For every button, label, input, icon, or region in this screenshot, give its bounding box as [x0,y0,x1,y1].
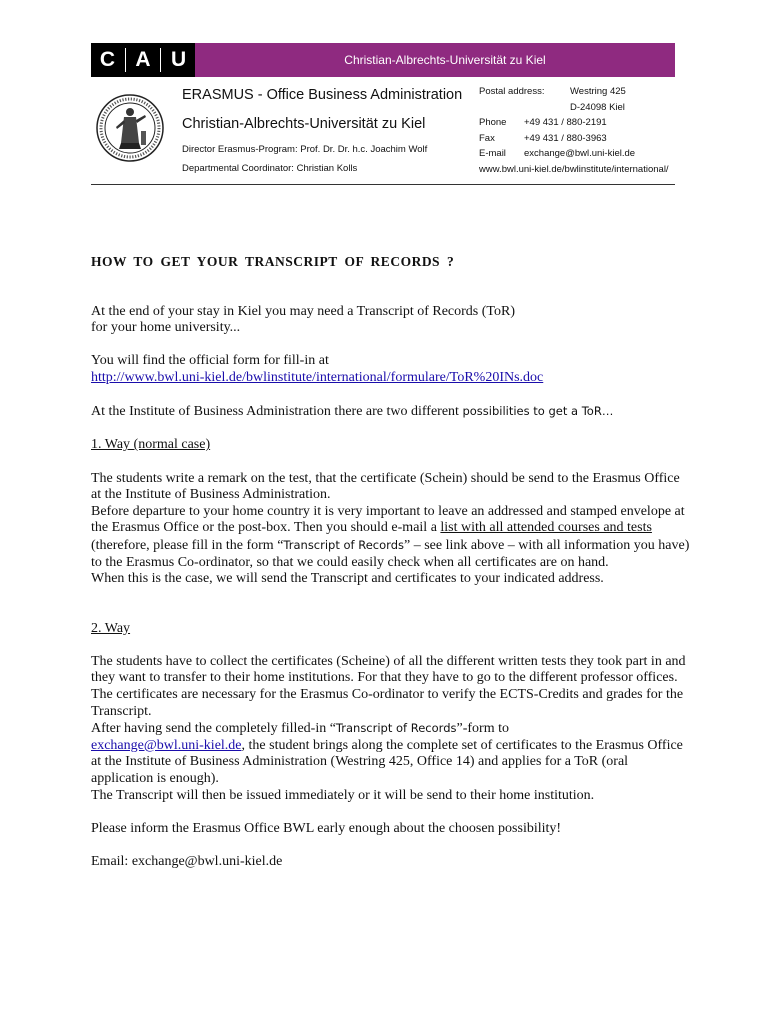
brand-bar [91,43,675,77]
way1-text-a: Before departure to your home country it is very important to leave an addressed and stamped envelope at the Erasmus Office or the post-box. Then you should e-mail a [91,503,685,536]
way1-paragraph-2 [91,504,691,571]
website-link[interactable]: www.bwl.uni-kiel.de/bwlinstitute/international/ [479,163,669,175]
way1-text-b: (therefore, please fill in the form “ [91,537,284,553]
postal-city-row [479,100,669,116]
way1-text-c: ” – see link above – with all information you have) to the Erasmus Co-ordinator, so that we could easily check when all certificates are on hand. [91,537,690,570]
way2-paragraph-2: The certificates are necessary for the Erasmus Co-ordinator to verify the ECTS-Credits and grades for the Transcript. [91,687,684,719]
university-name: Christian-Albrechts-Universität zu Kiel [182,116,426,132]
possibilities-text: At the Institute of Business Administration there are two different [91,404,463,420]
postal-city: D-24098 Kiel [570,101,625,113]
way1-heading: 1. Way (normal case) [91,437,211,453]
contact-email-line: Email: exchange@bwl.uni-kiel.de [91,854,283,869]
form-info: You will find the official form for fill-in at [91,353,329,369]
director-line: Director Erasmus-Program: Prof. Dr. Dr. h.c. Joachim Wolf [182,144,428,155]
exchange-email-link[interactable]: exchange@bwl.uni-kiel.de [91,737,242,753]
intro-line-2: for your home university... [91,320,241,336]
intro-line-1: At the end of your stay in Kiel you may need a Transcript of Records (ToR) [91,303,515,319]
possibilities-text-end: possibilities to get a ToR… [462,404,614,419]
phone-value: +49 431 / 880-2191 [524,117,607,128]
way2-text-c: , the student brings along the complete set of certificates to the Erasmus Office at the Institute of Business Administration (Westring 425, Office 14) and applies for a ToR (oral application is enough). [91,737,683,787]
logo-letter-c: C [99,48,116,71]
office-name: ERASMUS - Office Business Administration [182,87,463,103]
email-label: E-mail [479,148,506,159]
website-row [479,162,669,178]
transcript-form-name: Transcript of Records [283,537,404,552]
possibilities-intro [91,403,691,421]
way1-paragraph-3: When this is the case, we will send the Transcript and certificates to your indicated address. [91,571,604,587]
form-url-link[interactable]: http://www.bwl.uni-kiel.de/bwlinstitute/international/formulare/ToR%20INs.doc [91,369,544,385]
way2-text-b: ”-form to [456,721,509,737]
postal-label: Postal address: [479,86,545,97]
phone-label: Phone [479,117,507,128]
logo-letter-u: U [170,48,187,71]
coordinator-line: Departmental Coordinator: Christian Kolls [182,163,358,174]
fax-label: Fax [479,132,495,144]
way2-heading: 2. Way [91,620,131,636]
way2-paragraph-3 [91,720,691,787]
university-seal-icon [95,93,165,163]
transcript-form-name-2: Transcript of Records [335,721,457,736]
header-divider [91,184,675,185]
closing-note: Please inform the Erasmus Office BWL early enough about the choosen possibility! [91,820,562,836]
logo-separator [160,48,161,72]
postal-address-row [479,84,669,100]
way2-text-a: After having send the completely filled-in “ [91,721,336,737]
cau-logo [91,43,195,77]
university-banner-title: Christian-Albrechts-Universität zu Kiel [344,53,546,67]
email-value[interactable]: exchange@bwl.uni-kiel.de [524,148,636,159]
phone-row [479,115,669,131]
fax-row [479,131,669,147]
fax-value: +49 431 / 880-3963 [524,132,607,144]
document-title: HOW TO GET YOUR TRANSCRIPT OF RECORDS ? [91,254,455,269]
way2-paragraph-1: The students have to collect the certificates (Scheine) of all the different written tests they took part in and they want to transfer to their home institutions. For that they have to go to the different professor offices. [91,653,686,686]
postal-street: Westring 425 [570,86,626,97]
email-row [479,146,669,162]
contact-block [479,84,669,177]
document-body [91,254,691,871]
way2-paragraph-4: The Transcript will then be issued immediately or it will be send to their home institution. [91,787,595,803]
course-list-reference: list with all attended courses and tests [440,520,652,536]
way1-paragraph-1: The students write a remark on the test, that the certificate (Schein) should be send to the Erasmus Office at the Institute of Business Administration. [91,470,680,503]
logo-letter-a: A [135,48,151,71]
logo-separator [125,48,126,72]
